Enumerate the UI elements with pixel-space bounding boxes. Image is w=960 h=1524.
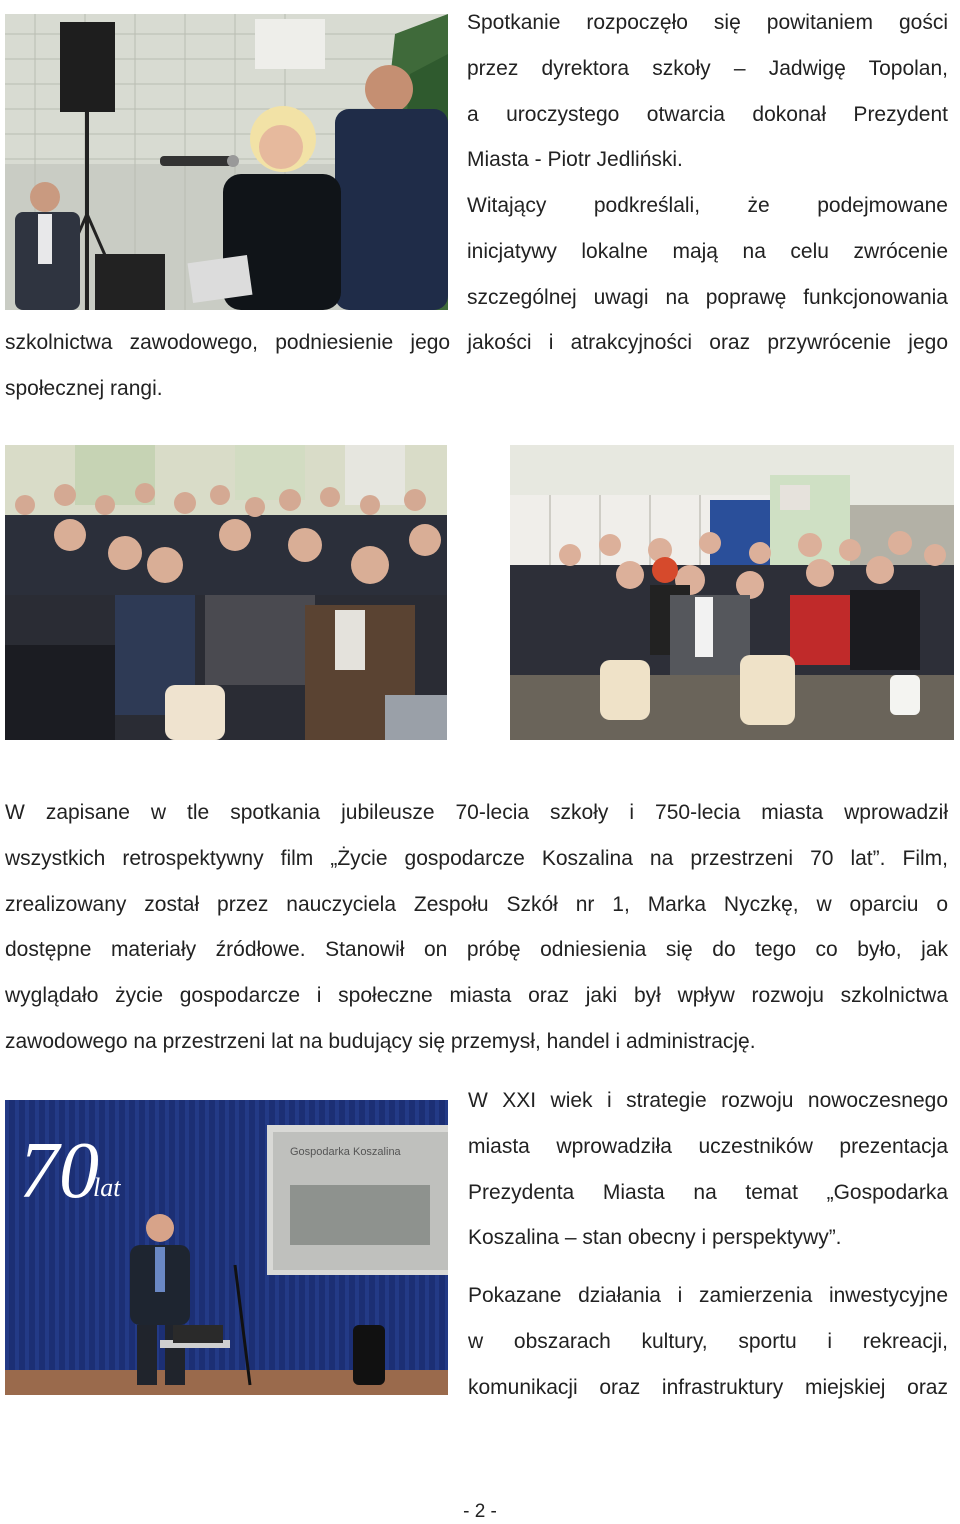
screen-title: Gospodarka Koszalina bbox=[290, 1146, 401, 1158]
photo-presentation bbox=[5, 1100, 448, 1395]
paragraph-line: Witający podkreślali, że podejmowane bbox=[467, 194, 948, 217]
paragraph-line: Pokazane działania i zamierzenia inwestycyjne bbox=[468, 1284, 948, 1307]
paragraph-initiatives-bottom bbox=[5, 320, 948, 412]
paragraph-line: a uroczystego otwarcia dokonał Prezydent bbox=[467, 102, 948, 126]
paragraph-initiatives-top bbox=[467, 183, 948, 320]
paragraph-line: Prezydenta Miasta na temat „Gospodarka bbox=[468, 1180, 948, 1204]
paragraph-line: zawodowego na przestrzeni lat na budujący się przemysł, handel i administrację. bbox=[5, 1029, 756, 1053]
paragraph-line: zrealizowany został przez nauczyciela Zespołu Szkół nr 1, Marka Nyczkę, w oparciu o bbox=[5, 892, 948, 916]
paragraph-welcome bbox=[467, 0, 948, 183]
paragraph-line: wszystkich retrospektywny film „Życie gospodarcze Koszalina na przestrzeni 70 lat”. Film, bbox=[5, 846, 948, 870]
paragraph-line: komunikacji oraz infrastruktury miejskiej oraz bbox=[468, 1375, 948, 1399]
photo-audience-right bbox=[510, 445, 954, 740]
banner-number: 70 bbox=[19, 1127, 99, 1215]
paragraph-line: szkolnictwa zawodowego, podniesienie jego jakości i atrakcyjności oraz przywrócenie jego bbox=[5, 331, 948, 354]
paragraph-line: szczególnej uwagi na poprawę funkcjonowania bbox=[467, 285, 948, 309]
paragraph-strategy bbox=[468, 1078, 948, 1261]
paragraph-line: przez dyrektora szkoły – Jadwigę Topolan, bbox=[467, 56, 948, 80]
paragraph-line: miasta wprowadziła uczestników prezentacja bbox=[468, 1134, 948, 1158]
paragraph-line: Koszalina – stan obecny i perspektywy”. bbox=[468, 1226, 842, 1250]
paragraph-line: Spotkanie rozpoczęło się powitaniem gości bbox=[467, 11, 948, 34]
paragraph-film bbox=[5, 790, 948, 1065]
paragraph-line: W zapisane w tle spotkania jubileusze 70-lecia szkoły i 750-lecia miasta wprowadził bbox=[5, 801, 948, 824]
paragraph-line: dostępne materiały źródłowe. Stanowił on próbę odniesienia się do tego co było, jak bbox=[5, 938, 948, 962]
paragraph-line: W XXI wiek i strategie rozwoju nowoczesnego bbox=[468, 1089, 948, 1112]
paragraph-line: w obszarach kultury, sportu i rekreacji, bbox=[468, 1329, 948, 1353]
paragraph-line: społecznej rangi. bbox=[5, 376, 163, 400]
paragraph-line: Miasta - Piotr Jedliński. bbox=[467, 148, 683, 172]
paragraph-investments bbox=[468, 1273, 948, 1410]
photo-speakers bbox=[5, 14, 448, 310]
photo-audience-left bbox=[5, 445, 447, 740]
paragraph-line: inicjatywy lokalne mają na celu zwrócenie bbox=[467, 239, 948, 263]
banner-suffix: lat bbox=[93, 1173, 121, 1202]
paragraph-line: wyglądało życie gospodarcze i społeczne miasta oraz jaki był wpływ rozwoju szkolnictwa bbox=[5, 984, 948, 1008]
page-number: - 2 - bbox=[463, 1501, 497, 1522]
